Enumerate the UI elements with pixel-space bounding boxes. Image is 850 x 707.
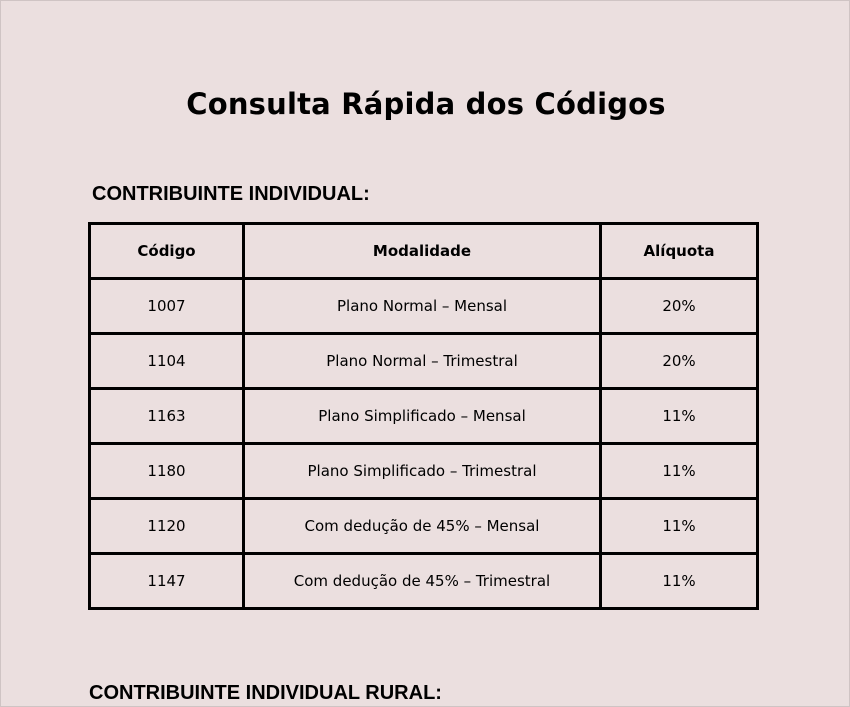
cell-aliquota: 20% [601,279,758,334]
cell-codigo: 1104 [90,334,244,389]
table-row [90,499,758,554]
cell-aliquota: 11% [601,499,758,554]
table-row [90,334,758,389]
table-row [90,444,758,499]
table-header-row [90,224,758,279]
cell-codigo: 1163 [90,389,244,444]
cell-modalidade: Plano Simplificado – Mensal [244,389,601,444]
cell-modalidade: Plano Simplificado – Trimestral [244,444,601,499]
section-heading-contribuinte-individual: CONTRIBUINTE INDIVIDUAL: [92,183,370,205]
cell-modalidade: Com dedução de 45% – Trimestral [244,554,601,609]
cell-modalidade: Plano Normal – Trimestral [244,334,601,389]
cell-aliquota: 20% [601,334,758,389]
column-header-modalidade: Modalidade [244,224,601,279]
cell-aliquota: 11% [601,554,758,609]
cell-codigo: 1120 [90,499,244,554]
table-row [90,389,758,444]
cell-codigo: 1180 [90,444,244,499]
column-header-aliquota: Alíquota [601,224,758,279]
codes-table [88,222,759,610]
cell-aliquota: 11% [601,389,758,444]
table-row [90,279,758,334]
column-header-codigo: Código [90,224,244,279]
cell-modalidade: Com dedução de 45% – Mensal [244,499,601,554]
page-title: Consulta Rápida dos Códigos [186,87,666,121]
cell-modalidade: Plano Normal – Mensal [244,279,601,334]
section-heading-contribuinte-individual-rural: CONTRIBUINTE INDIVIDUAL RURAL: [89,682,442,704]
table-row [90,554,758,609]
cell-aliquota: 11% [601,444,758,499]
cell-codigo: 1147 [90,554,244,609]
cell-codigo: 1007 [90,279,244,334]
